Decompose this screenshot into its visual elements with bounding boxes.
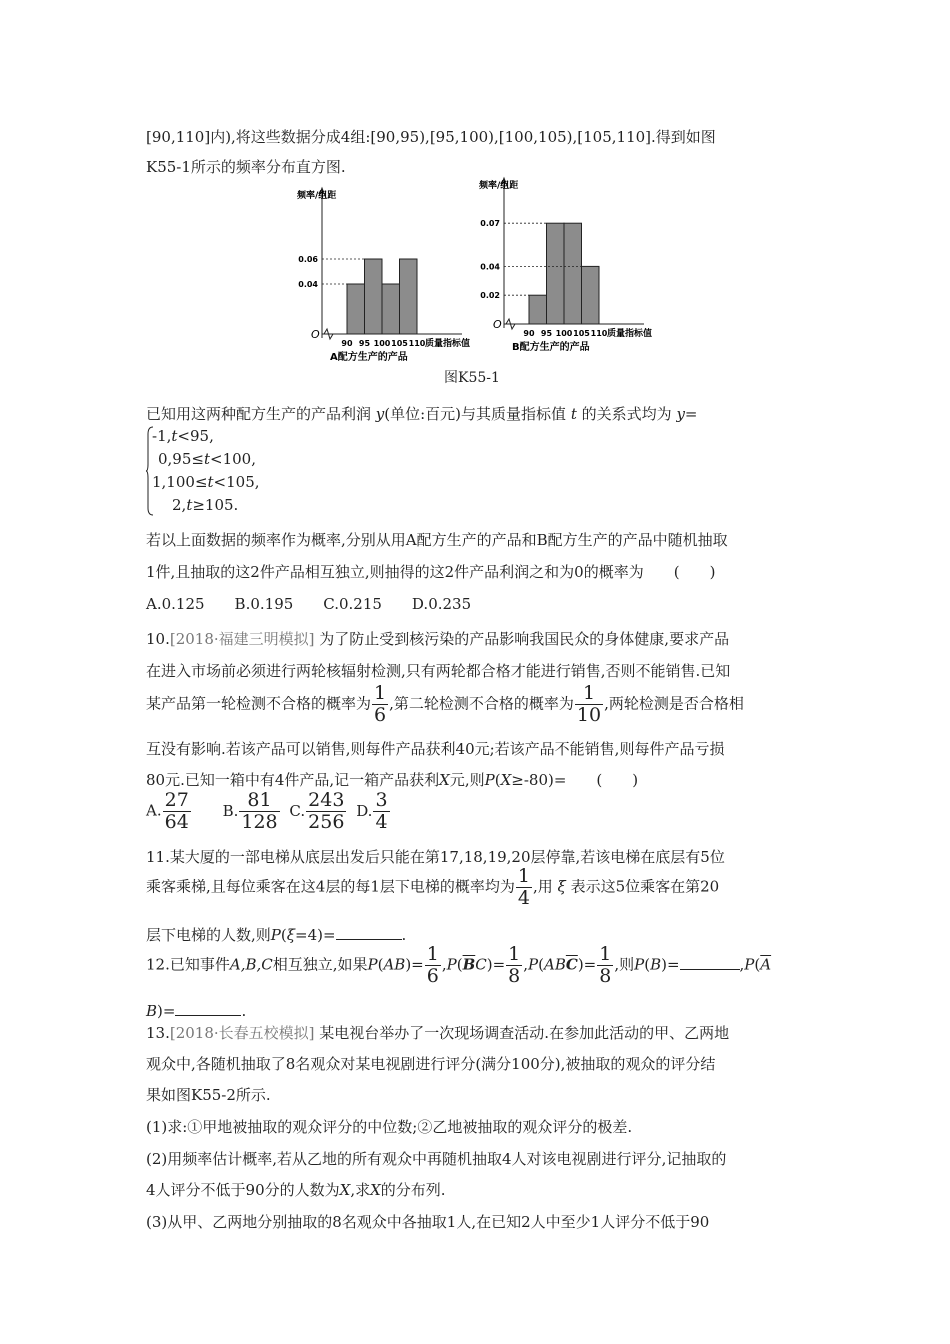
x-axis-label: 质量指标值	[607, 329, 653, 339]
q13-line-1: 13.[2018·长春五校模拟] 某电视台举办了一次现场调查活动.在参加此活动的甲、乙两地	[146, 1024, 730, 1042]
x-tick-label: 95	[540, 329, 553, 338]
text-line-5: 1件,且抽取的这2件产品相互独立,则抽得的这2件产品利润之和为0的概率为 ( )	[146, 563, 716, 581]
text-line-1: [90,110]内),将这些数据分成4组:[90,95),[95,100),[100,105),[105,110].得到如图	[146, 128, 716, 146]
answer-blank[interactable]	[175, 1001, 241, 1016]
option-b-fraction: $\frac{81}{128}$	[241, 789, 278, 833]
q10-line-1: 10.[2018·福建三明模拟] 为了防止受到核污染的产品影响我国民众的身体健康,要求产品	[146, 630, 730, 648]
piecewise-row-2: 0,95≤t<100,	[158, 450, 256, 468]
q13-part-2-line-1: (2)用频率估计概率,若从乙地的所有观众中再随机抽取4人对该电视剧进行评分,记抽取的	[146, 1150, 727, 1168]
chart-title: A配方生产的产品	[330, 352, 408, 361]
fraction-1-10: $\frac{1}{10}$	[576, 682, 602, 726]
y-tick-label: 0.04	[298, 280, 318, 289]
y-tick-label: 0.02	[480, 291, 500, 301]
bar-[95,100)	[547, 223, 565, 324]
bar-[105,110]	[400, 259, 418, 334]
x-tick-label: 90	[341, 339, 353, 348]
x-tick-label: 90	[523, 329, 535, 338]
histogram-b	[474, 176, 654, 351]
options-q9: A.0.125 B.0.195 C.0.215 D.0.235	[146, 595, 472, 613]
option-d-fraction: $\frac{3}{4}$	[375, 789, 388, 833]
answer-blank[interactable]	[680, 955, 740, 970]
piecewise-row-1: -1,t<95,	[152, 427, 214, 445]
y-axis-label: 频率/组距	[479, 181, 519, 191]
q10-line-3: 某产品第一轮检测不合格的概率为 $\frac{1}{6}$ ,第二轮检测不合格的概率为 $\frac{1}{10}$ ,两轮检测是否合格相	[146, 682, 744, 726]
q13-line-2: 观众中,各随机抽取了8名观众对某电视剧进行评分(满分100分),被抽取的观众的评分结	[146, 1055, 716, 1073]
bar-[90,95)	[347, 284, 365, 334]
text-line-4: 若以上面数据的频率作为概率,分别从用A配方生产的产品和B配方生产的产品中随机抽取	[146, 531, 728, 549]
q11-line-3: 层下电梯的人数,则P(ξ=4)= .	[146, 926, 407, 944]
q13-part-3: (3)从甲、乙两地分别抽取的8名观众中各抽取1人,在已知2人中至少1人评分不低于90	[146, 1213, 710, 1231]
x-tick-label: 105	[573, 329, 590, 338]
option-a-fraction: $\frac{27}{64}$	[164, 789, 189, 833]
q13-line-3: 果如图K55-2所示.	[146, 1086, 271, 1104]
q10-line-2: 在进入市场前必须进行两轮核辐射检测,只有两轮都合格才能进行销售,否则不能销售.已知	[146, 662, 731, 680]
x-tick-label: 95	[358, 339, 371, 348]
text-line-2: K55-1所示的频率分布直方图.	[146, 158, 346, 176]
bar-[95,100)	[365, 259, 383, 334]
q12-line-1: 12.已知事件A,B,C相互独立,如果P(AB)= $\frac{1}{6}$ $,P(\overline{B}C)=$ $\frac{1}{8}$ $,P(AB\overline{C})=$ $\frac{1}{8}$ ,则$P(B)= ,P(\overline{A}$	[146, 943, 772, 987]
chart-title: B配方生产的产品	[512, 342, 590, 351]
option-c-fraction: $\frac{243}{256}$	[308, 789, 345, 833]
piecewise-row-4: 2,t≥105.	[172, 496, 239, 514]
bar-[105,110]	[582, 266, 600, 324]
x-axis-label: 质量指标值	[425, 339, 471, 349]
y-tick-label: 0.04	[480, 262, 500, 272]
fraction-1-8-b: $\frac{1}{8}$	[599, 943, 612, 987]
q11-line-2: 乘客乘梯,且每位乘客在这4层的每1层下电梯的概率均为 $\frac{1}{4}$ ,用 ξ 表示这5位乘客在第20	[146, 865, 720, 909]
fraction-1-4: $\frac{1}{4}$	[517, 865, 530, 909]
origin-label: O	[311, 328, 320, 341]
fraction-1-6-b: $\frac{1}{6}$	[426, 943, 439, 987]
q13-part-1: (1)求:①甲地被抽取的观众评分的中位数;②乙地被抽取的观众评分的极差.	[146, 1118, 633, 1136]
y-axis-label: 频率/组距	[297, 191, 337, 201]
q13-part-2-line-2: 4人评分不低于90分的人数为X,求X的分布列.	[146, 1181, 446, 1199]
x-tick-label: 100	[373, 339, 391, 348]
bar-[90,95)	[529, 295, 547, 324]
text-line-3: 已知用这两种配方生产的产品利润 y(单位:百元)与其质量指标值 t 的关系式均为 y=	[146, 405, 698, 423]
fraction-1-6: $\frac{1}{6}$	[374, 682, 387, 726]
q12-line-2: B)= .	[146, 1002, 247, 1020]
x-tick-label: 110	[408, 339, 426, 348]
q10-line-4: 互没有影响.若该产品可以销售,则每件产品获利40元;若该产品不能销售,则每件产品亏损	[146, 740, 725, 758]
options-q10: A. $\frac{27}{64}$ B. $\frac{81}{128}$ C. $\frac{243}{256}$ D. $\frac{3}{4}$	[146, 789, 388, 833]
q10-line-5: 80元.已知一箱中有4件产品,记一箱产品获利X元,则P(X≥-80)= ( )	[146, 771, 639, 789]
x-tick-label: 110	[590, 329, 608, 338]
q11-line-1: 11.某大厦的一部电梯从底层出发后只能在第17,18,19,20层停靠,若该电梯在底层有5位	[146, 848, 725, 866]
bar-[100,105)	[564, 223, 582, 324]
y-tick-label: 0.06	[298, 255, 318, 264]
bar-[100,105)	[382, 284, 400, 334]
histogram-a	[292, 186, 472, 361]
answer-blank[interactable]	[336, 925, 402, 940]
origin-label: O	[493, 318, 502, 331]
x-tick-label: 100	[555, 329, 573, 338]
fraction-1-8-a: $\frac{1}{8}$	[508, 943, 521, 987]
figure-caption: 图K55-1	[444, 370, 500, 386]
y-tick-label: 0.07	[480, 219, 500, 229]
x-tick-label: 105	[391, 339, 408, 348]
piecewise-row-3: 1,100≤t<105,	[152, 473, 260, 491]
